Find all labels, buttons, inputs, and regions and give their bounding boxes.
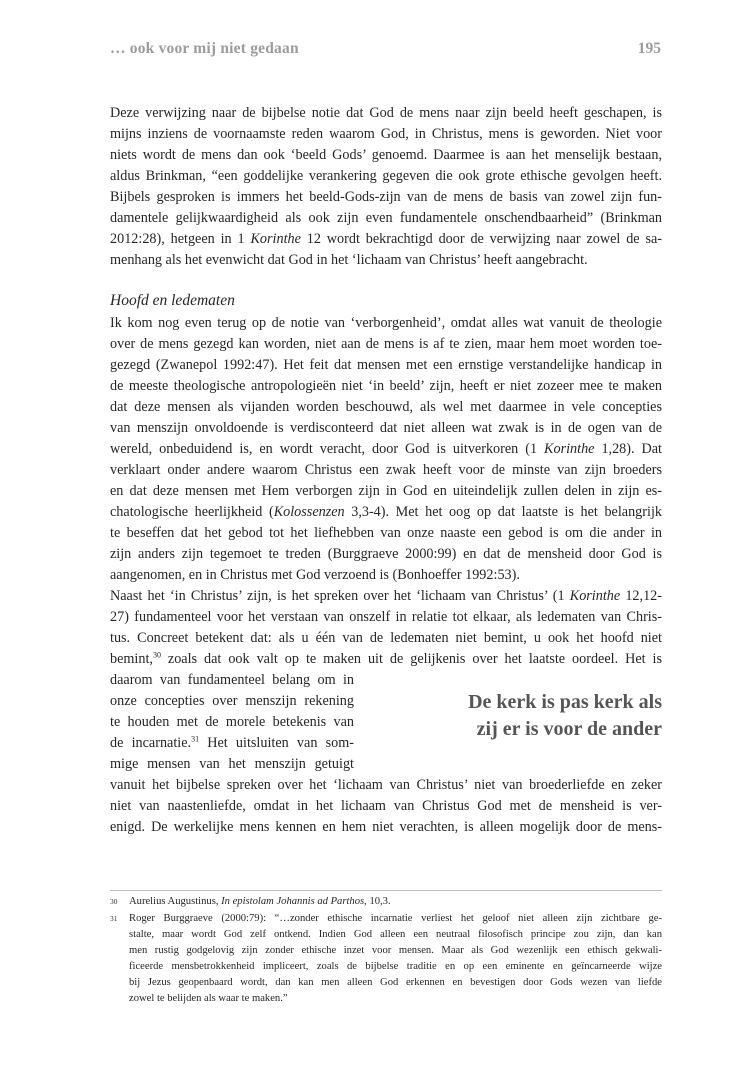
text-segment: 12,12-	[620, 588, 662, 604]
footnote-number: 31	[110, 914, 118, 923]
footnote-31	[110, 911, 662, 1007]
italic-text: Korinthe	[544, 441, 595, 457]
text-line	[110, 229, 662, 250]
text-line	[110, 397, 662, 418]
text-segment: menhang als het evenwicht dat God in het ‘lichaam van Christus’ heeft aangebracht.	[110, 252, 588, 268]
text-segment: zijn anders zijn tegemoet te treden (Burggraeve 2000:99) en dat de mensheid door God is	[110, 546, 662, 562]
paragraph-3	[110, 775, 662, 838]
footnote-reference: 31	[191, 734, 200, 744]
text-line	[110, 103, 662, 124]
text-segment: de meeste theologische antropologieën niet ‘in beeld’ zijn, heeft er niet zozeer mee te maken	[110, 378, 662, 394]
text-line	[110, 313, 662, 334]
text-segment: men rustig godgelovig zijn zonder ethische inzet voor mensen. Maar als God wezenlijk een ethisch gekwali-	[129, 945, 662, 956]
text-segment: tus. Concreet betekent dat: als u één van de ledematen niet bemint, u ook het hoofd niet	[110, 630, 662, 646]
text-line	[110, 334, 662, 355]
text-line	[110, 775, 662, 796]
wrap-text-column	[110, 670, 354, 775]
text-segment: mijns inziens de voornaamste reden waarom God, in Christus, mens is geworden. Niet voor	[110, 126, 662, 142]
text-line	[129, 991, 662, 1007]
text-segment: van menszijn onvoldoende is verdisconteerd dat niet alleen wat zwak is in de ogen van de	[110, 420, 662, 436]
text-line	[129, 894, 662, 910]
text-line	[110, 733, 354, 754]
text-segment: mige mensen van het menszijn getuigt	[110, 756, 354, 772]
italic-text: In epistolam Johannis ad Parthos	[221, 896, 365, 907]
text-line	[110, 376, 662, 397]
text-segment: te houden met de morele betekenis van	[110, 714, 354, 730]
text-line	[110, 460, 662, 481]
text-segment: niet van naastenliefde, omdat in het lichaam van Christus God met de mensheid is ver-	[110, 798, 662, 814]
text-line	[110, 565, 662, 586]
text-segment: Deze verwijzing naar de bijbelse notie dat God de mens naar zijn beeld heeft geschapen, is	[110, 105, 662, 121]
text-line	[129, 959, 662, 975]
text-line	[110, 628, 662, 649]
text-segment: wereld, onbeduidend is, en wordt veracht, door God is uitverkoren (1	[110, 441, 545, 457]
footnote-reference: 30	[152, 650, 161, 660]
text-segment: stalte, maar wordt God zelf ontkend. Indien God alleen een neutraal filosofisch principe zou zijn, dan kan	[129, 929, 662, 940]
text-segment: zoals dat ook valt op te maken uit de gelijkenis over het laatste oordeel. Het is	[160, 651, 662, 667]
text-line	[110, 754, 354, 775]
text-segment: zowel te belijden als waar te maken.”	[129, 993, 288, 1004]
text-line	[129, 927, 662, 943]
pull-quote-line-1: De kerk is pas kerk als	[468, 691, 662, 713]
footnote-30	[110, 894, 662, 910]
paragraph-1	[110, 103, 662, 271]
text-line	[110, 355, 662, 376]
text-segment: 3,3-4). Met het oog op dat laatste is het belangrijk	[344, 504, 662, 520]
text-line	[110, 607, 662, 628]
text-segment: te beseffen dat het gebod tot het liefhebben van onze naaste een gebod is om die ander in	[110, 525, 662, 541]
text-segment: verklaart onder andere waarom Christus een zwak heeft voor de minste van zijn broeders	[110, 462, 662, 478]
text-segment: over de mens gezegd kan worden, niet aan de mens is af te zien, maar hem moet worden toe-	[110, 336, 662, 352]
text-segment: Bijbels gesproken is immers het beeld-Gods-zijn van de mens de basis van zowel zijn fun-	[110, 189, 662, 205]
text-segment: ficeerde mensbetrokkenheid impliceert, zoals de bijbelse traditie en op een eminente en geïncarneerde wijze	[129, 961, 662, 972]
text-segment: en dat deze mensen met Hem verborgen zijn in God en uiteindelijk zullen delen in zijn es-	[110, 483, 662, 499]
text-line	[110, 649, 662, 670]
pull-quote	[402, 689, 662, 743]
text-segment: enigd. De werkelijke mens kennen en hem niet verachten, is alleen mogelijk door de mens-	[110, 819, 662, 835]
text-line	[110, 817, 662, 838]
text-segment: daarom van fundamenteel belang om in	[110, 672, 354, 688]
text-line	[110, 250, 662, 271]
footnote-number: 30	[110, 897, 118, 906]
text-segment: Ik kom nog even terug op de notie van ‘verborgenheid’, omdat alles wat vanuit de theologie	[110, 315, 662, 331]
text-segment: niets wordt de mens dan ook ‘beeld Gods’ genoemd. Daarmee is aan het menselijk bestaan,	[110, 147, 662, 163]
pull-quote-line-2: zij er is voor de ander	[476, 718, 662, 740]
text-segment: , 10,3.	[364, 896, 391, 907]
text-segment: Naast het ‘in Christus’ zijn, is het spreken over het ‘lichaam van Christus’ (1	[110, 588, 570, 604]
text-line	[110, 523, 662, 544]
text-line	[110, 418, 662, 439]
footnote-text	[129, 911, 662, 1007]
text-segment: de incarnatie.	[110, 735, 192, 751]
text-line	[110, 712, 354, 733]
text-segment: damentele gelijkwaardigheid als ook zijn even fundamentele onschendbaarheid” (Brinkman	[110, 210, 662, 226]
text-segment: Roger Burggraeve (2000:79): “…zonder ethische incarnatie verliest het geloof niet alleen zijn zichtbare ge-	[129, 913, 662, 924]
italic-text: Korinthe	[250, 231, 301, 247]
text-line	[129, 943, 662, 959]
italic-text: Korinthe	[569, 588, 621, 604]
text-line	[110, 145, 662, 166]
text-line	[110, 187, 662, 208]
text-segment: bij Jezus geopenbaard wordt, dan kan men alleen God erkennen en bevestigen door Gods wezen van liefde	[129, 977, 662, 988]
text-segment: 2012:28), hetgeen in 1	[110, 231, 251, 247]
text-line	[110, 502, 662, 523]
text-line	[110, 670, 354, 691]
text-line	[129, 975, 662, 991]
section-heading: Hoofd en ledematen	[110, 292, 235, 309]
text-line	[129, 911, 662, 927]
text-segment: aldus Brinkman, “een goddelijke verankering gegeven die ook grote ethische gevolgen heeft.	[110, 168, 662, 184]
text-line	[110, 166, 662, 187]
text-segment: 27) fundamenteel voor het verstaan van onszelf in relatie tot elkaar, als ledematen van Chris-	[110, 609, 662, 625]
text-segment: 12 wordt bekrachtigd door de verwijzing naar zowel de sa-	[300, 231, 662, 247]
italic-text: Kolossenzen	[273, 504, 345, 520]
text-line	[110, 481, 662, 502]
text-segment: onze concepties over menszijn rekening	[110, 693, 354, 709]
text-segment: 1,28). Dat	[594, 441, 662, 457]
running-header-title: … ook voor mij niet gedaan	[110, 40, 299, 57]
page-number: 195	[637, 40, 661, 57]
text-line	[110, 208, 662, 229]
text-line	[110, 586, 662, 607]
text-segment: chatologische heerlijkheid (	[110, 504, 274, 520]
text-segment: dat deze mensen als vijanden worden beschouwd, als wel met daarmee in vele concepties	[110, 399, 662, 415]
text-segment: vanuit het bijbelse spreken over het ‘lichaam van Christus’ niet van broederliefde en zeker	[110, 777, 662, 793]
text-line	[110, 439, 662, 460]
text-segment: Het uitsluiten van som-	[199, 735, 354, 751]
text-segment: bemint,	[110, 651, 153, 667]
footnote-text	[129, 894, 662, 910]
text-line	[110, 796, 662, 817]
footnote-divider	[110, 890, 662, 891]
text-line	[110, 124, 662, 145]
text-segment: Aurelius Augustinus,	[129, 896, 222, 907]
paragraph-2	[110, 313, 662, 670]
text-segment: aangenomen, en in Christus met God verzoend is (Bonhoeffer 1992:53).	[110, 567, 520, 583]
text-line	[110, 544, 662, 565]
text-line	[110, 691, 354, 712]
text-segment: gezegd (Zwanepol 1992:47). Het feit dat mensen met een ernstige verstandelijke handicap in	[110, 357, 662, 373]
